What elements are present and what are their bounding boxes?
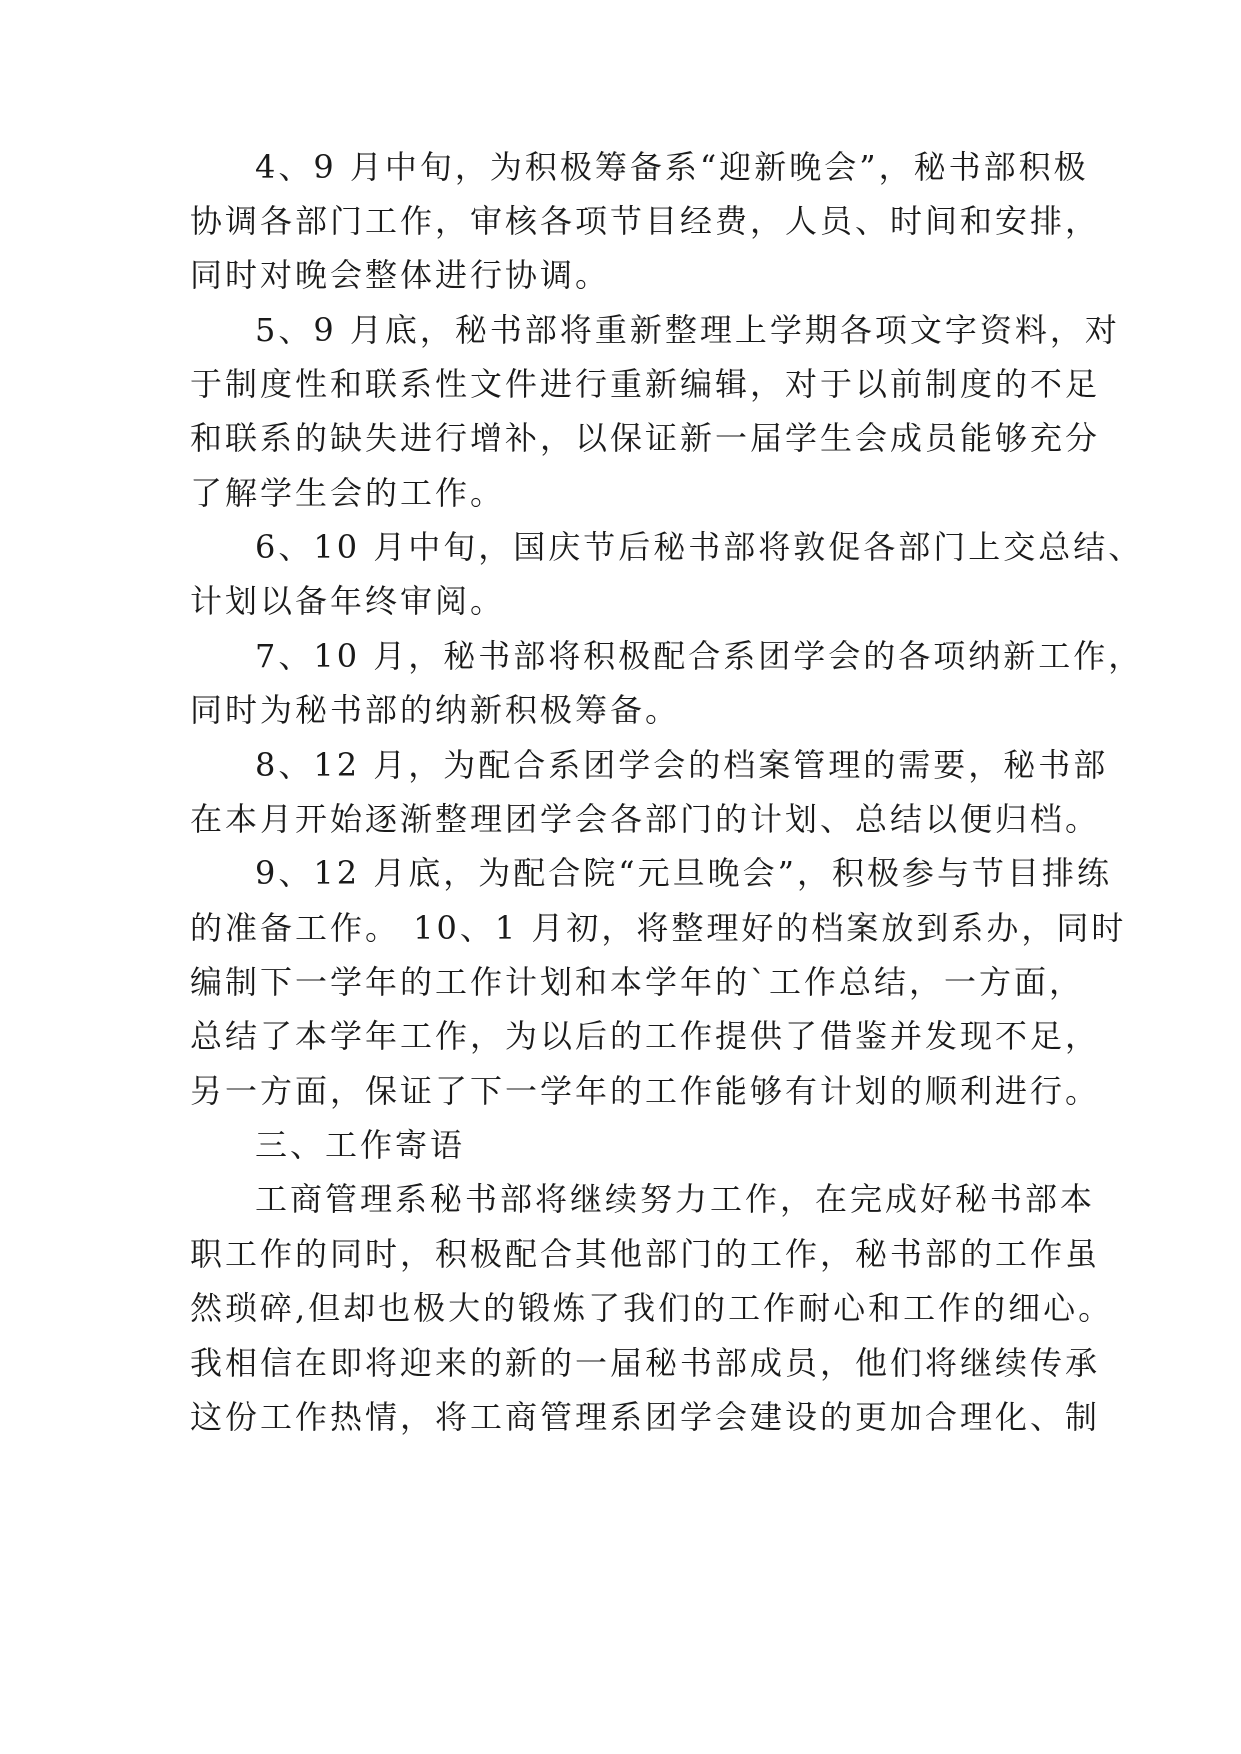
text-line: 我相信在即将迎来的新的一届秘书部成员，他们将继续传承 — [190, 1344, 1101, 1382]
text-line: 另一方面，保证了下一学年的工作能够有计划的顺利进行。 — [190, 1072, 1101, 1110]
text-line: 这份工作热情，将工商管理系团学会建设的更加合理化、制 — [190, 1398, 1101, 1436]
text-line: 然琐碎,但却也极大的锻炼了我们的工作耐心和工作的细心。 — [190, 1289, 1114, 1327]
text-line: 于制度性和联系性文件进行重新编辑，对于以前制度的不足 — [190, 365, 1101, 403]
text-line: 在本月开始逐渐整理团学会各部门的计划、总结以便归档。 — [190, 800, 1101, 838]
text-line: 同时为秘书部的纳新积极筹备。 — [190, 691, 681, 729]
text-line: 同时对晚会整体进行协调。 — [190, 256, 611, 294]
text-line: 7、10 月，秘书部将积极配合系团学会的各项纳新工作， — [255, 637, 1144, 675]
text-line: 9、12 月底，为配合院“元旦晚会”，积极参与节目排练 — [255, 854, 1112, 892]
text-line: 6、10 月中旬，国庆节后秘书部将敦促各部门上交总结、 — [255, 528, 1144, 566]
text-line: 工商管理系秘书部将继续努力工作，在完成好秘书部本 — [255, 1180, 1096, 1218]
text-line: 编制下一学年的工作计划和本学年的`工作总结，一方面， — [190, 963, 1085, 1001]
text-line: 职工作的同时，积极配合其他部门的工作，秘书部的工作虽 — [190, 1235, 1101, 1273]
section-heading: 三、工作寄语 — [255, 1126, 466, 1164]
text-line: 计划以备年终审阅。 — [190, 582, 506, 620]
text-line: 了解学生会的工作。 — [190, 474, 506, 512]
text-line: 协调各部门工作，审核各项节目经费，人员、时间和安排， — [190, 202, 1101, 240]
text-line: 的准备工作。 10、1 月初，将整理好的档案放到系办，同时 — [190, 909, 1127, 947]
text-line: 8、12 月，为配合系团学会的档案管理的需要，秘书部 — [255, 746, 1109, 784]
text-line: 5、9 月底，秘书部将重新整理上学期各项文字资料，对 — [255, 311, 1120, 349]
text-line: 总结了本学年工作，为以后的工作提供了借鉴并发现不足， — [190, 1017, 1101, 1055]
text-line: 4、9 月中旬，为积极筹备系“迎新晚会”，秘书部积极 — [255, 148, 1089, 186]
text-line: 和联系的缺失进行增补，以保证新一届学生会成员能够充分 — [190, 419, 1101, 457]
